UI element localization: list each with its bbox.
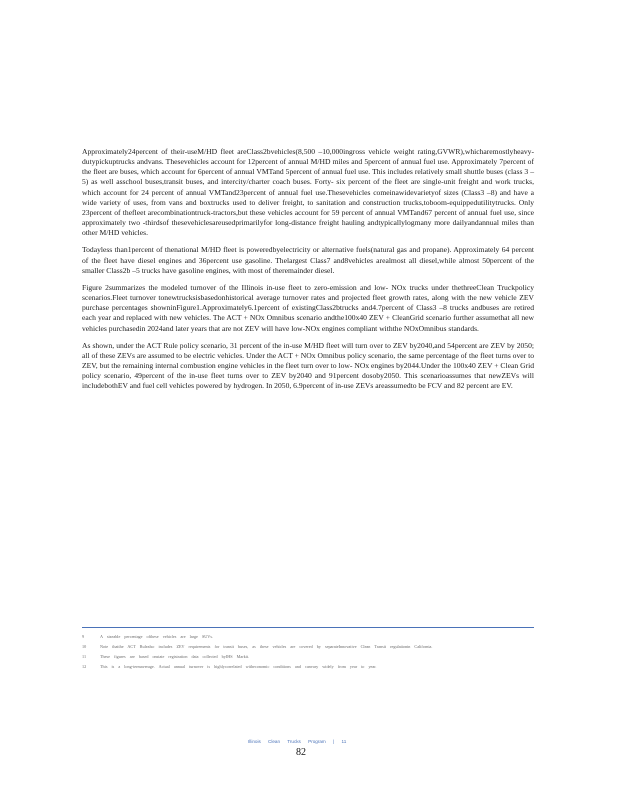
paragraph: Approximately24percent of their-useM/HD fleet areClass2bvehicles(8,500 –10,000ingross vehicle weight rating,GVWR),whicharemostlyheavy-dutypickuptrucks andvans. Thesevehicles account for 12percent of annual M/HD miles and 5percent of annual fuel use. Approximately 7percent of the fleet are buses, which account for 6percent of annual VMTand 5percent of annual fuel use. This includes relatively small shuttle buses (class 3 –5) as well asschool buses,transit buses, and intercity/charter coach buses. Forty- six percent of the fleet are single-unit freight and work trucks, which account for 24 percent of annual VMTand23percent of annual fuel use.Thesevehicles comeinawidevarietyof sizes (Class3 –8) and have a wide variety of uses, from vans and boxtrucks used to deliver freight, to sanitation and construction trucks,toboom-equippedutilitytrucks. Only 23percent of thefleet arecombinationtruck-tractors,but these vehicles account for 59 percent of annual VMTand67 percent of annual fuel use, since approximately two -thirdsof thesevehiclesareusedprimarilyfor long-distance freight hauling andtypicallylogmany more dailyandannual miles than other M/HD vehicles.	[82, 147, 534, 238]
footer-source: Illinois Clean Trucks Program | 11	[248, 739, 347, 744]
paragraph: As shown, under the ACT Rule policy scenario, 31 percent of the in-use M/HD fleet will turn over to ZEV by2040,and 54percent are ZEV by 2050; all of these ZEVs are assumed to be electric vehicles. Under the ACT + NOx Omnibus policy scenario, the same percentage of the fleet turns over to ZEV, but the remaining internal combustion engine vehicles in the fleet turn over to low- NOx engines by2044.Under the 100x40 ZEV + Clean Grid policy scenario, 49percent of the in-use fleet turns over to ZEV by2040 and 91percent dosoby2050. This scenarioassumes that newZEVs will includebothEV and fuel cell vehicles powered by hydrogen. In 2050, 6.9percent of in-use ZEVs areassumedto be FCV and 82 percent are EV.	[82, 340, 534, 391]
footnote-divider	[82, 627, 534, 628]
paragraph: Figure 2summarizes the modeled turnover of the Illinois in-use fleet to zero-emission and low- NOx trucks under thethreeClean Truckpolicy scenarios.Fleet turnover tonewtrucksisbasedonhistorical average turnover rates and projected fleet growth rates, along with the new vehicle ZEV purchase percentages showninFigure1.Approximately6.1percent of existingClass2btrucks and4.7percent of Class3 –8 trucks andbuses are retired each year and replaced with new vehicles. The ACT + NOx Omnibus scenario andthe100x40 ZEV + CleanGrid scenario further assumethat all new vehicles purchasedin 2024and later years that are not ZEV will have low-NOx engines compliant withthe NOxOmnibus standards.	[82, 282, 534, 333]
footnote-text: Note thatthe ACT Rulealso includes ZEV requirements for transit buses, as these vehicles are covered by separateInnovative Clean Transit regulationin California.	[100, 644, 433, 649]
footnote	[82, 652, 534, 662]
footnote-number: 12	[82, 664, 87, 669]
footnote-number: 10	[82, 644, 87, 649]
paragraph: Todayless than1percent of thenational M/HD fleet is poweredbyelectricity or alternative fuels(natural gas and propane). Approximately 64 percent of the fleet have diesel engines and 36percent use gasoline. Thelargest Class7 and8vehicles arealmost all diesel,while almost 50percent of the smaller Class2b –5 trucks have gasoline engines, with most of theremainder diesel.	[82, 245, 534, 275]
footnote	[82, 632, 534, 642]
footnote	[82, 642, 534, 652]
page-number: 82	[296, 747, 306, 758]
footnote	[82, 662, 534, 672]
footnote-text: A sizeable percentage ofthese vehicles are large SUVs.	[100, 634, 214, 639]
footnote-number: 11	[82, 654, 87, 659]
footnote-text: This is a long-termaverage. Actual annual turnover is highlycorrelated witheconomic conditions and canvary widely from year to year.	[100, 664, 377, 669]
footnotes	[82, 632, 534, 672]
footnote-number: 9	[82, 634, 85, 639]
footnote-text: These figures are based onstate registration data collected byIHS Markit.	[100, 654, 250, 659]
body-text	[82, 147, 534, 398]
